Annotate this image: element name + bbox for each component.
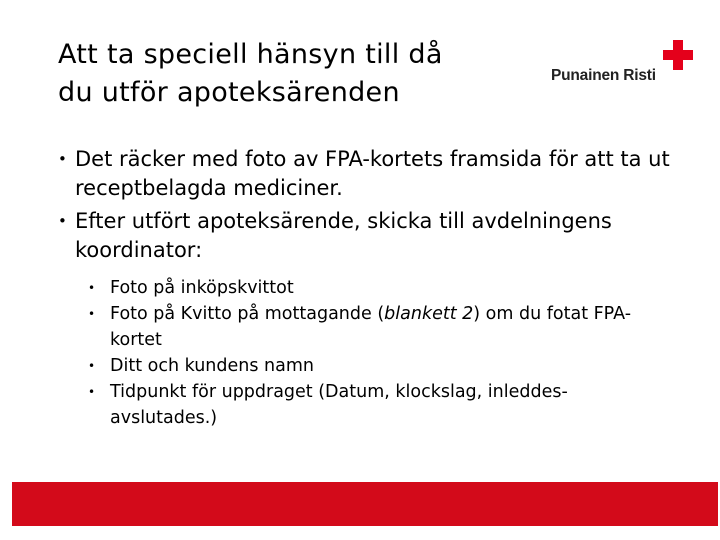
bullet-icon: •	[88, 385, 96, 399]
sub-bullet-italic: blankett 2	[384, 304, 474, 324]
red-cross-icon-bar	[663, 50, 693, 60]
sub-list-item	[88, 301, 668, 353]
sub-bullet-text: Foto på inköpskvittot	[110, 278, 294, 298]
list-item	[58, 207, 678, 265]
sub-bullet-text: Ditt och kundens namn	[110, 356, 314, 376]
red-cross-logo	[549, 40, 695, 90]
bullet-icon: •	[58, 150, 67, 168]
bullet-icon: •	[88, 307, 96, 321]
title-line-2: du utför apoteksärenden	[58, 77, 400, 108]
bullet-icon: •	[88, 359, 96, 373]
footer-bar	[12, 482, 718, 526]
bullet-list	[58, 145, 678, 431]
logo-text: Punainen Risti	[551, 67, 656, 84]
bullet-icon: •	[58, 212, 67, 230]
sub-list-item	[88, 353, 668, 379]
title-line-1: Att ta speciell hänsyn till då	[58, 39, 443, 70]
list-item	[58, 145, 678, 203]
slide-title	[58, 36, 528, 112]
bullet-text: Efter utfört apoteksärende, skicka till avdelningens koordinator:	[75, 209, 612, 262]
sub-bullet-text-part: ) om du fotat FPA-kortet	[110, 304, 632, 350]
sub-list-item	[88, 379, 668, 431]
sub-bullet-list	[88, 275, 668, 431]
sub-list-item	[88, 275, 668, 301]
bullet-text: Det räcker med foto av FPA-kortets framsida för att ta ut receptbelagda mediciner.	[75, 147, 670, 200]
sub-bullet-text-part: Foto på Kvitto på mottagande (	[110, 304, 385, 324]
bullet-icon: •	[88, 281, 96, 295]
sub-bullet-text: Tidpunkt för uppdraget (Datum, klockslag, inleddes-avslutades.)	[110, 382, 568, 428]
